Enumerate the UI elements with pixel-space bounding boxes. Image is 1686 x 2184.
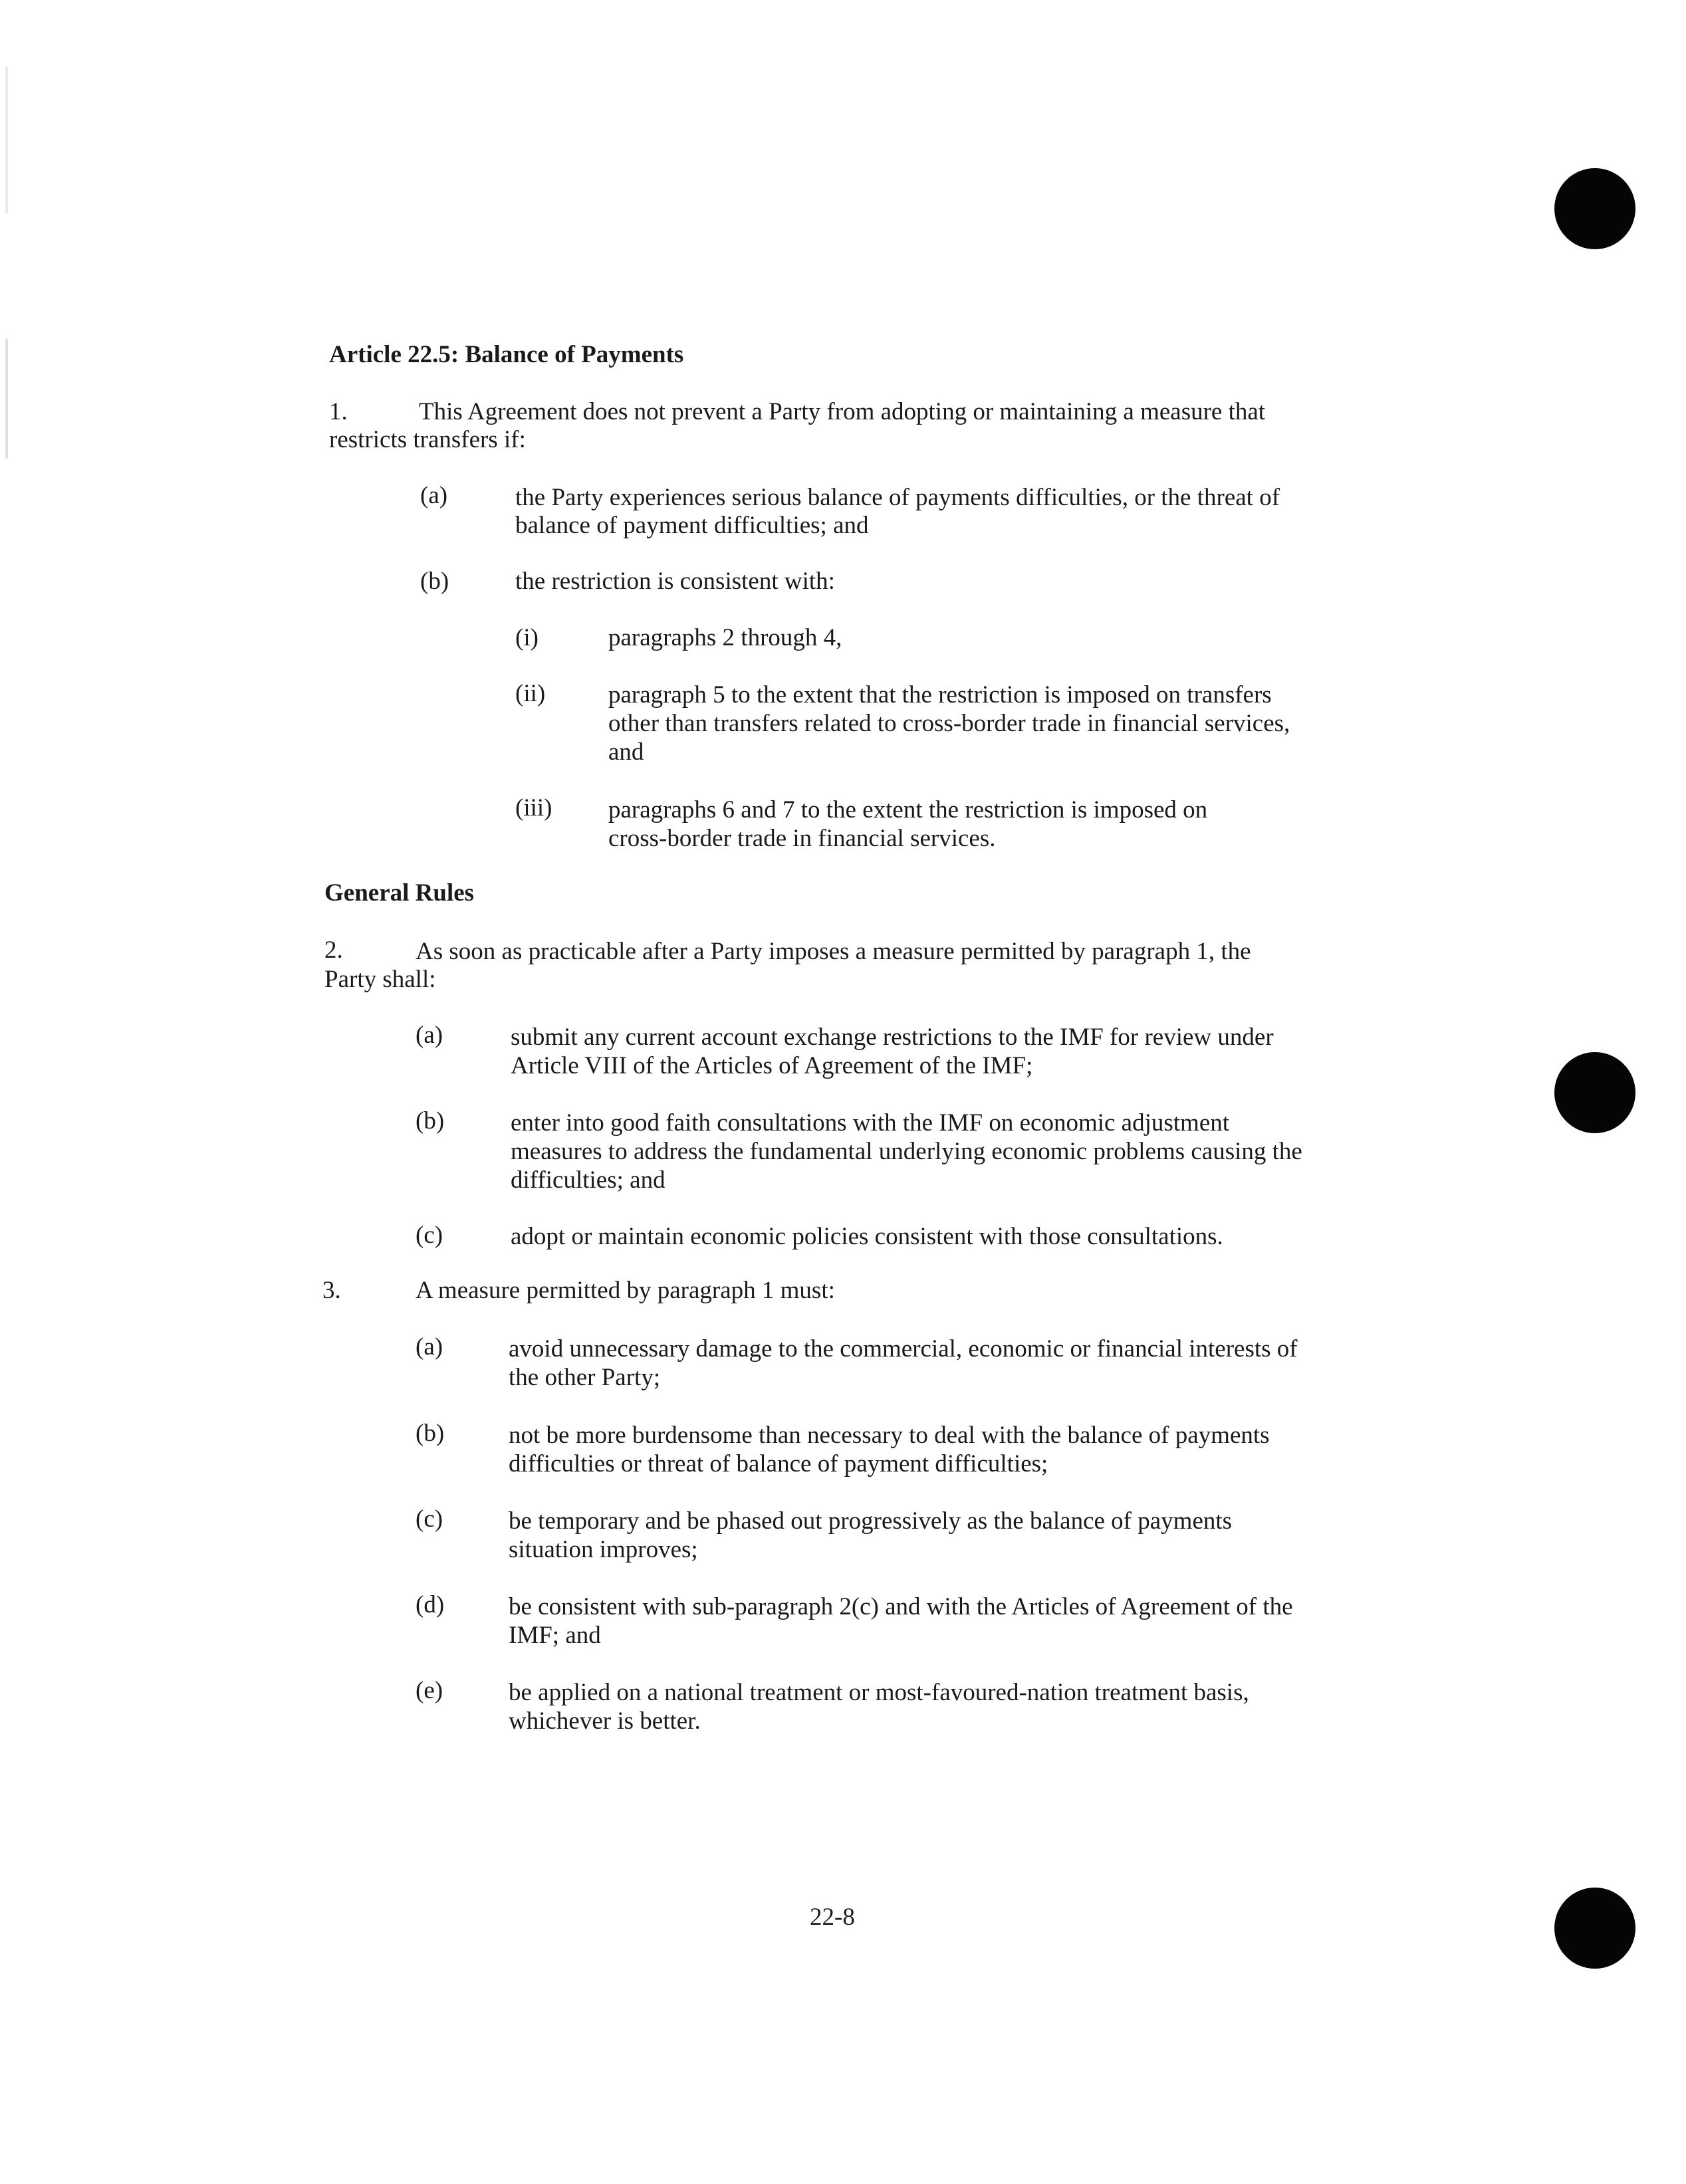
paragraph-2-line-2: Party shall: (324, 966, 436, 993)
paragraph-2c-text: adopt or maintain economic policies consistent with those consultations. (511, 1223, 1223, 1250)
paragraph-3d-label: (d) (416, 1591, 445, 1618)
paragraph-3b-line-2: difficulties or threat of balance of payment difficulties; (509, 1450, 1048, 1477)
paragraph-3b-line-1: not be more burdensome than necessary to deal with the balance of payments (509, 1422, 1270, 1449)
paragraph-1-line-2: restricts transfers if: (329, 426, 526, 453)
paragraph-3d-line-1: be consistent with sub-paragraph 2(c) and with the Articles of Agreement of the (509, 1593, 1293, 1620)
paragraph-3-number: 3. (322, 1277, 341, 1304)
paragraph-1b-text: the restriction is consistent with: (515, 568, 835, 595)
paragraph-1b-ii-line-3: and (608, 738, 644, 766)
paragraph-2a-line-1: submit any current account exchange restrictions to the IMF for review under (511, 1024, 1274, 1051)
scan-edge-mark (5, 66, 8, 213)
paragraph-1b-label: (b) (420, 568, 449, 595)
paragraph-3c-label: (c) (416, 1505, 443, 1533)
paragraph-3c-line-2: situation improves; (509, 1536, 698, 1563)
paragraph-3e-line-1: be applied on a national treatment or most-favoured-nation treatment basis, (509, 1679, 1249, 1706)
paragraph-2b-line-1: enter into good faith consultations with the IMF on economic adjustment (511, 1109, 1230, 1137)
paragraph-2-line-1: As soon as practicable after a Party imposes a measure permitted by paragraph 1, the (416, 938, 1251, 965)
paragraph-1b-ii-label: (ii) (515, 680, 546, 707)
paragraph-1b-iii-line-2: cross-border trade in financial services. (608, 825, 996, 852)
paragraph-3a-line-2: the other Party; (509, 1364, 661, 1391)
paragraph-1-line-1: This Agreement does not prevent a Party from adopting or maintaining a measure that (419, 398, 1266, 425)
paragraph-2-number: 2. (324, 936, 343, 964)
paragraph-3c-line-1: be temporary and be phased out progressively as the balance of payments (509, 1507, 1233, 1535)
paragraph-1b-ii-line-1: paragraph 5 to the extent that the restriction is imposed on transfers (608, 681, 1272, 709)
paragraph-3e-label: (e) (416, 1677, 443, 1704)
paragraph-2a-line-2: Article VIII of the Articles of Agreement of the IMF; (511, 1052, 1033, 1079)
paragraph-1a-line-1: the Party experiences serious balance of payments difficulties, or the threat of (515, 484, 1280, 511)
article-heading: Article 22.5: Balance of Payments (329, 341, 684, 368)
paragraph-1b-iii-line-1: paragraphs 6 and 7 to the extent the restriction is imposed on (608, 796, 1208, 823)
paragraph-3e-line-2: whichever is better. (509, 1707, 701, 1735)
paragraph-1b-iii-label: (iii) (515, 794, 552, 821)
paragraph-2b-line-3: difficulties; and (511, 1166, 665, 1194)
paragraph-3b-label: (b) (416, 1420, 445, 1447)
punch-hole-top (1554, 168, 1635, 249)
paragraph-1-number: 1. (329, 398, 348, 425)
paragraph-3a-label: (a) (416, 1333, 443, 1361)
paragraph-2c-label: (c) (416, 1222, 443, 1249)
punch-hole-middle (1554, 1052, 1635, 1133)
general-rules-heading: General Rules (324, 879, 475, 907)
paragraph-2b-label: (b) (416, 1107, 445, 1135)
paragraph-1b-i-label: (i) (515, 624, 539, 651)
page-number: 22-8 (810, 1904, 855, 1931)
paragraph-3a-line-1: avoid unnecessary damage to the commercial, economic or financial interests of (509, 1335, 1298, 1363)
paragraph-1a-label: (a) (420, 482, 448, 509)
paragraph-1b-ii-line-2: other than transfers related to cross-border trade in financial services, (608, 710, 1290, 737)
paragraph-1a-line-2: balance of payment difficulties; and (515, 512, 869, 539)
scan-edge-mark (5, 339, 8, 459)
paragraph-2a-label: (a) (416, 1022, 443, 1049)
paragraph-2b-line-2: measures to address the fundamental underlying economic problems causing the (511, 1138, 1302, 1165)
paragraph-1b-i-text: paragraphs 2 through 4, (608, 624, 842, 651)
punch-hole-bottom (1554, 1888, 1635, 1969)
paragraph-3-text: A measure permitted by paragraph 1 must: (416, 1277, 835, 1304)
paragraph-3d-line-2: IMF; and (509, 1622, 601, 1649)
